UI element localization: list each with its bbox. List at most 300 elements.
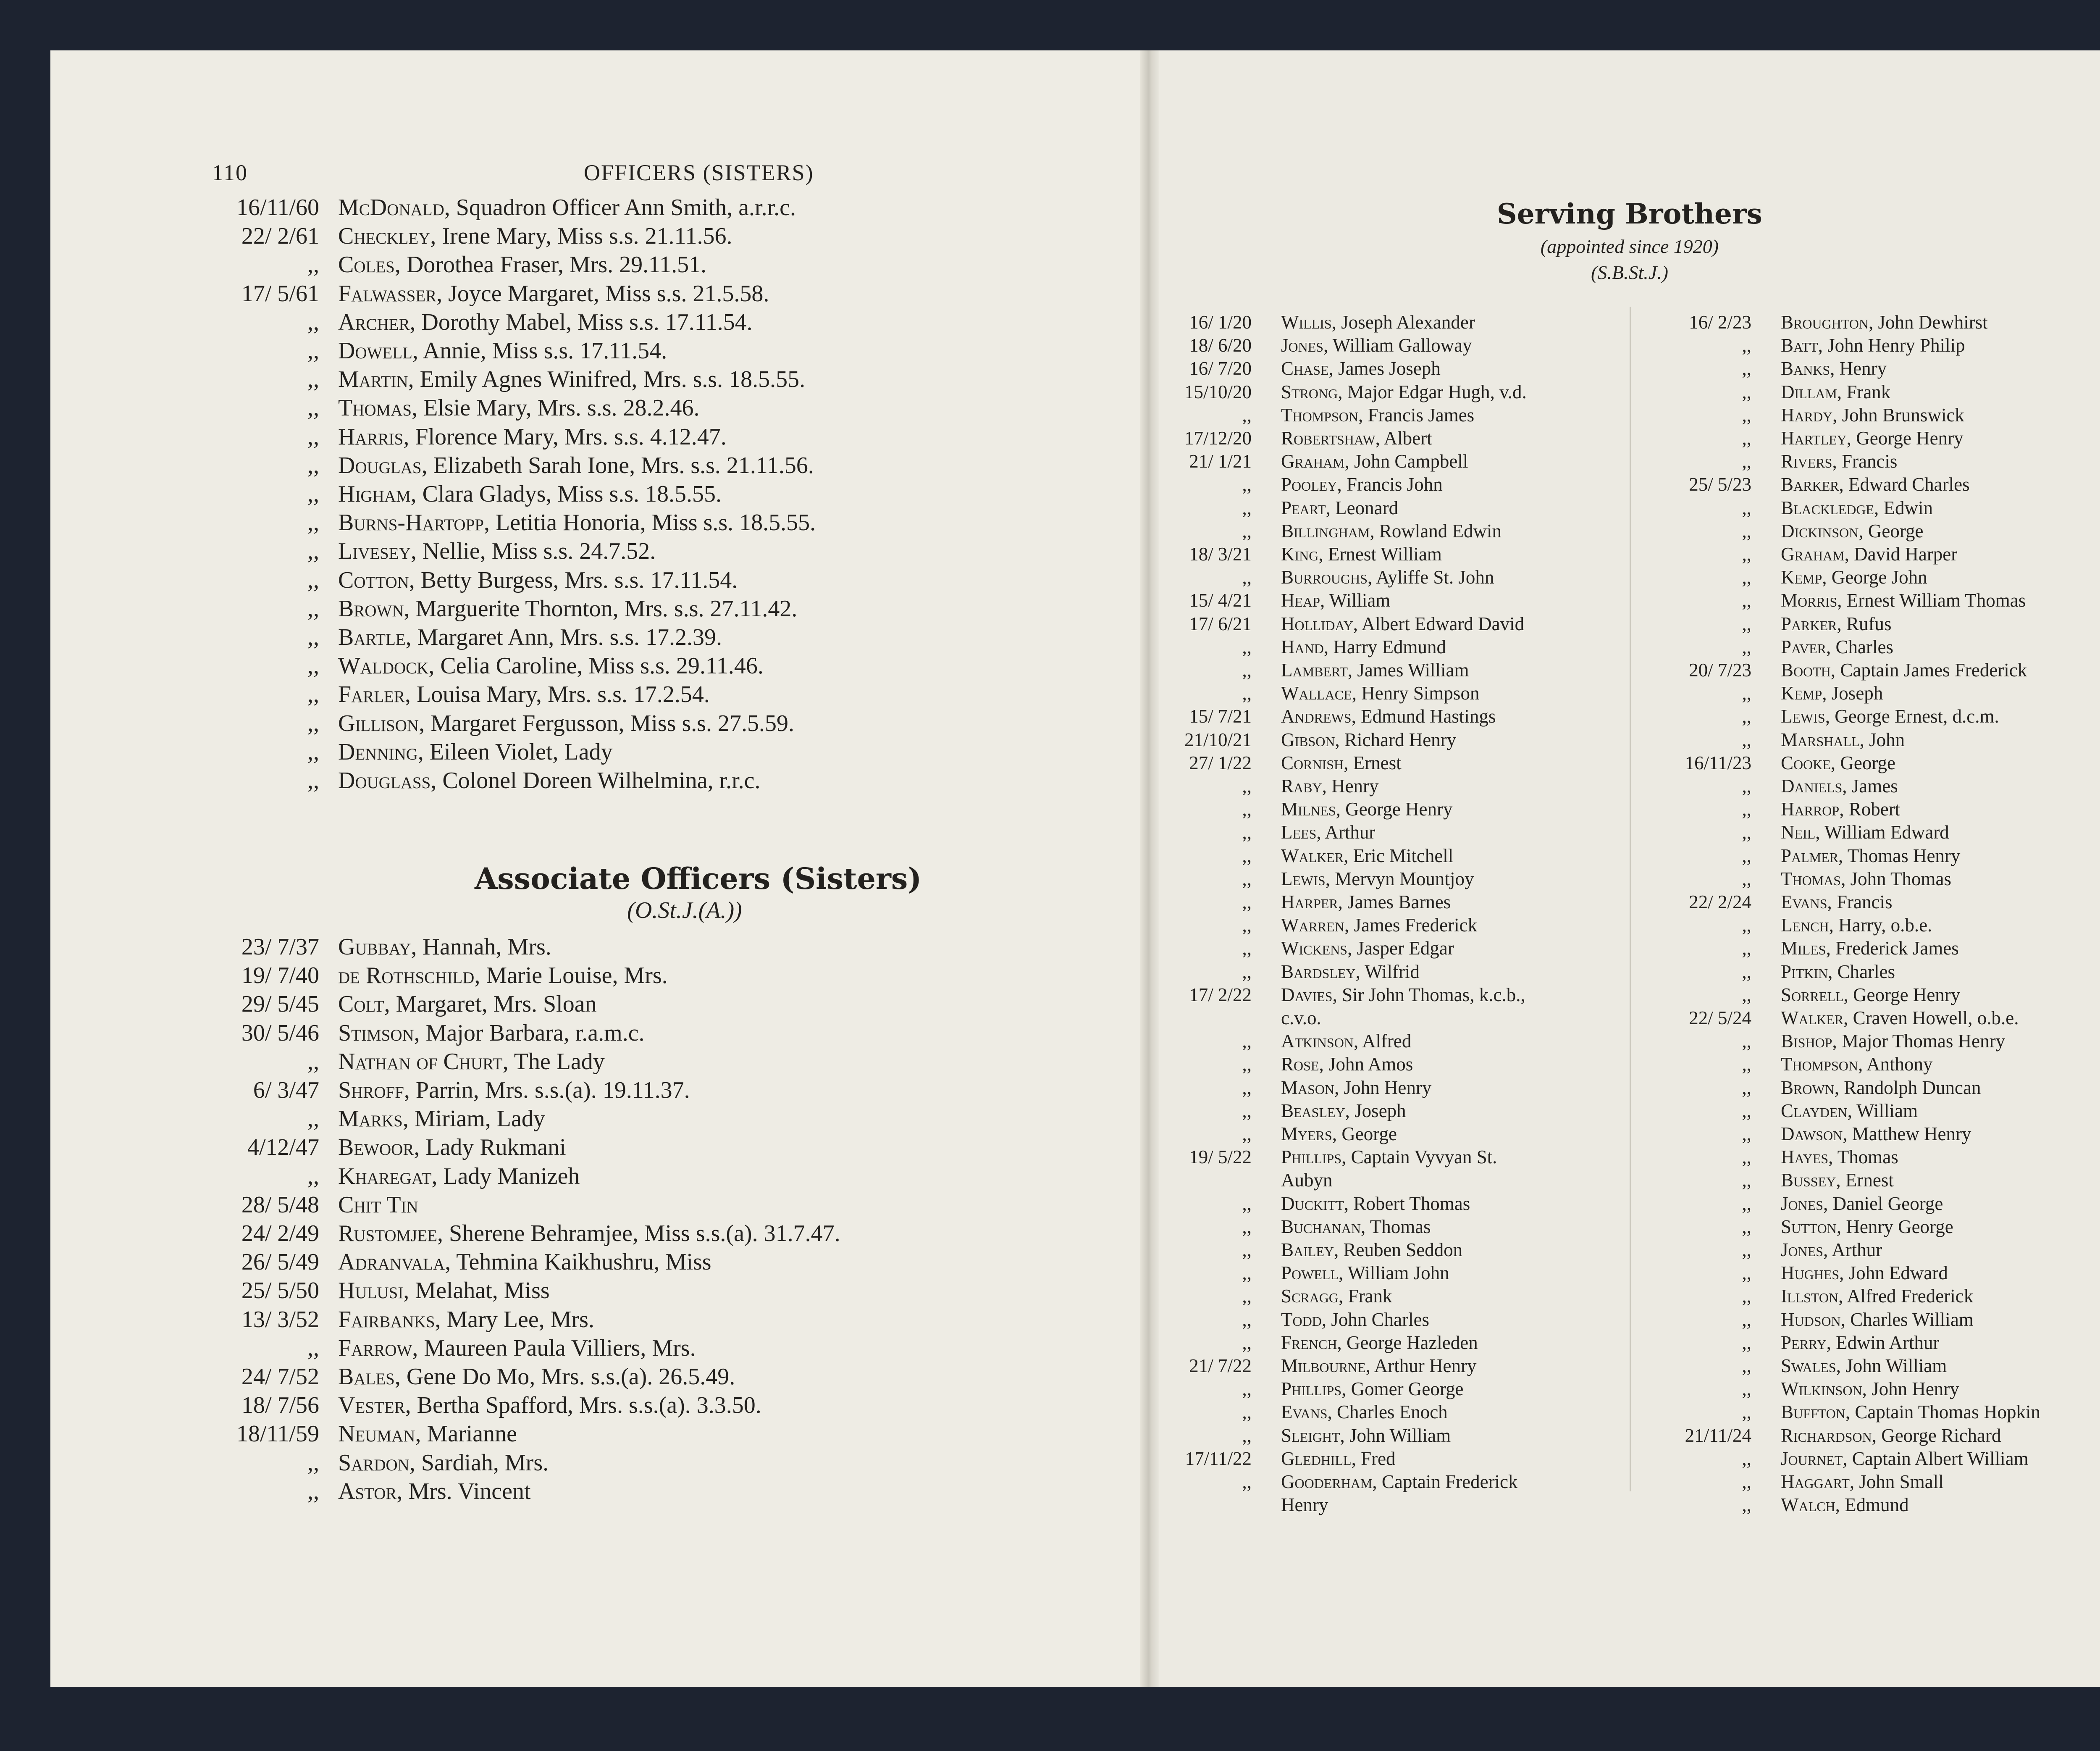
- name-details: , William Galloway: [1323, 335, 1472, 356]
- appointment-date: 21/11/24: [1685, 1425, 1751, 1446]
- surname: French: [1281, 1332, 1337, 1353]
- appointment-date: ,,: [1742, 1100, 1751, 1121]
- surname: McDonald: [338, 195, 444, 221]
- name-details: , Joyce Margaret, Miss s.s. 21.5.58.: [436, 280, 769, 307]
- member-name: [338, 1219, 840, 1248]
- member-name: [338, 709, 794, 738]
- member-name: [1281, 728, 1456, 752]
- name-details: , Randolph Duncan: [1834, 1077, 1981, 1098]
- surname: Heap: [1281, 590, 1320, 611]
- name-details: , Ernest: [1344, 752, 1402, 773]
- associate-officers-heading: Associate Officers (Sisters): [475, 861, 922, 896]
- surname: Mason: [1281, 1077, 1335, 1098]
- appointment-date: 13/ 3/52: [241, 1306, 319, 1333]
- appointment-date: 17/11/22: [1185, 1448, 1252, 1469]
- name-details: , George John: [1822, 567, 1927, 588]
- name-details: , Jasper Edgar: [1347, 938, 1454, 959]
- name-details: , Margaret Fergusson, Miss s.s. 27.5.59.: [419, 710, 795, 736]
- name-details: , George: [1830, 752, 1896, 773]
- member-name: [1781, 821, 1949, 844]
- name-details: , Thomas: [1828, 1146, 1898, 1168]
- column-divider: [1630, 307, 1631, 1491]
- name-details: , Albert: [1375, 428, 1432, 449]
- surname: Milnes: [1281, 799, 1336, 820]
- name-details: , Albert Edward David: [1353, 613, 1525, 634]
- name-details: , Alfred Frederick: [1838, 1286, 1974, 1307]
- surname: Bussey: [1781, 1170, 1836, 1191]
- surname: Phillips: [1281, 1146, 1342, 1168]
- member-name: [338, 1162, 580, 1191]
- name-details: , Eileen Violet, Lady: [417, 739, 613, 765]
- appointment-date: ,,: [1742, 1239, 1751, 1260]
- surname: Denning: [338, 739, 418, 765]
- name-details: , Captain Frederick: [1372, 1471, 1518, 1492]
- name-details: , John William: [1836, 1355, 1947, 1376]
- name-details: , Captain Vyvyan St.: [1341, 1146, 1497, 1168]
- surname: Sutton: [1781, 1216, 1837, 1237]
- surname: Burns-Hartopp: [338, 510, 484, 536]
- member-name: [1281, 868, 1474, 891]
- surname: Davies: [1281, 984, 1333, 1005]
- name-details: , John Henry Philip: [1818, 335, 1965, 356]
- name-details: , Joseph Alexander: [1331, 312, 1475, 333]
- appointment-date: 16/ 2/23: [1689, 312, 1751, 333]
- member-name: [1781, 868, 1951, 891]
- name-details: , Parrin, Mrs. s.s.(a). 19.11.37.: [404, 1077, 690, 1103]
- member-name: [1781, 752, 1895, 775]
- appointment-date: 6/ 3/47: [253, 1077, 319, 1103]
- member-name: [1281, 1262, 1449, 1285]
- member-name: [1781, 844, 1960, 868]
- member-name: [1781, 1308, 1974, 1331]
- surname: Perry: [1781, 1332, 1827, 1353]
- member-name: [1281, 450, 1468, 473]
- member-name: [1281, 798, 1453, 821]
- member-name: [1781, 1470, 1944, 1493]
- member-name: [338, 738, 613, 766]
- appointment-date: 22/ 5/24: [1689, 1007, 1751, 1028]
- name-details: , Bertha Spafford, Mrs. s.s.(a). 3.3.50.: [405, 1392, 761, 1419]
- appointment-date: ,,: [1742, 1448, 1751, 1469]
- appointment-date: 27/ 1/22: [1189, 752, 1252, 773]
- appointment-date: ,,: [1742, 590, 1751, 611]
- name-details: , Arthur Henry: [1365, 1355, 1477, 1376]
- surname: Thompson: [1281, 404, 1358, 426]
- appointment-date: ,,: [1742, 1378, 1751, 1400]
- member-name: [1781, 1099, 1918, 1123]
- appointment-date: ,,: [1742, 706, 1751, 727]
- name-details: , Gene Do Mo, Mrs. s.s.(a). 26.5.49.: [394, 1364, 735, 1390]
- member-name: [1781, 705, 1999, 728]
- surname: Dickinson: [1781, 520, 1859, 542]
- member-name: [338, 961, 668, 990]
- member-name: [1781, 1007, 2019, 1030]
- name-details: , Clara Gladys, Miss s.s. 18.5.55.: [410, 481, 722, 507]
- member-name: [338, 652, 764, 680]
- surname: Lench: [1781, 915, 1829, 936]
- member-name: [1281, 311, 1475, 334]
- surname: Atkinson: [1281, 1031, 1354, 1052]
- appointment-date: ,,: [1742, 822, 1751, 843]
- name-details: , Thomas: [1361, 1216, 1431, 1237]
- name-details: , John Charles: [1321, 1309, 1430, 1330]
- appointment-date: 18/ 7/56: [241, 1392, 319, 1419]
- name-details: , Francis John: [1337, 474, 1443, 495]
- appointment-date: ,,: [1242, 1239, 1252, 1260]
- member-name: [1281, 1424, 1451, 1447]
- member-name: [1281, 1169, 1333, 1192]
- name-details: , James: [1842, 776, 1898, 797]
- appointment-date: ,,: [1242, 1286, 1252, 1307]
- member-name: [338, 222, 732, 250]
- name-details: , John Henry: [1862, 1378, 1959, 1400]
- appointment-date: 28/ 5/48: [241, 1191, 319, 1218]
- appointment-date: ,,: [1742, 335, 1751, 356]
- appointment-date: 15/ 7/21: [1189, 706, 1252, 727]
- name-details: , Lady Manizeh: [431, 1163, 580, 1189]
- member-name: [1781, 1401, 2040, 1424]
- name-details: , Florence Mary, Mrs. s.s. 4.12.47.: [403, 423, 727, 450]
- surname: Beasley: [1281, 1100, 1345, 1121]
- appointment-date: ,,: [307, 567, 319, 593]
- member-name: [338, 308, 753, 337]
- appointment-date: ,,: [1242, 520, 1252, 542]
- member-name: [1781, 404, 1964, 427]
- appointment-date: ,,: [1742, 799, 1751, 820]
- member-name: [1781, 473, 1970, 496]
- surname: Lees: [1281, 822, 1317, 843]
- surname: Warren: [1281, 915, 1344, 936]
- name-details: , Richard Henry: [1335, 729, 1457, 750]
- surname: Douglas: [338, 452, 422, 479]
- appointment-date: ,,: [1742, 451, 1751, 472]
- appointment-date: ,,: [1242, 1123, 1252, 1144]
- member-name: [1781, 659, 2027, 682]
- appointment-date: ,,: [1242, 497, 1252, 518]
- appointment-date: ,,: [1242, 1378, 1252, 1400]
- surname: Peart: [1281, 497, 1326, 518]
- name-details: , Miriam, Lady: [402, 1106, 545, 1132]
- member-name: [1281, 381, 1527, 404]
- member-name: [338, 480, 722, 508]
- surname: Wilkinson: [1781, 1378, 1862, 1400]
- surname: Adranvala: [338, 1249, 445, 1275]
- appointment-date: ,,: [1742, 1216, 1751, 1237]
- member-name: [338, 1305, 594, 1334]
- appointment-date: ,,: [1242, 845, 1252, 866]
- name-details: , Margaret Ann, Mrs. s.s. 17.2.39.: [405, 624, 722, 650]
- surname: Burroughs: [1281, 567, 1368, 588]
- member-name: [338, 1276, 550, 1305]
- appointment-date: ,,: [1242, 1401, 1252, 1423]
- surname: Lambert: [1281, 660, 1348, 681]
- surname: Bishop: [1781, 1031, 1832, 1052]
- name-details: , George: [1332, 1123, 1397, 1144]
- member-name: [338, 279, 769, 308]
- surname: Shroff: [338, 1077, 404, 1103]
- name-details: , Hannah, Mrs.: [411, 934, 551, 960]
- appointment-date: 17/ 6/21: [1189, 613, 1252, 634]
- name-details: , Robert: [1839, 799, 1900, 820]
- surname: Farrow: [338, 1335, 412, 1361]
- name-details: , Annie, Miss s.s. 17.11.54.: [412, 338, 667, 364]
- name-details: , Frank: [1837, 381, 1891, 402]
- name-details: , Rowland Edwin: [1370, 520, 1502, 542]
- surname: Pitkin: [1781, 961, 1828, 982]
- member-name: [338, 566, 738, 594]
- surname: Myers: [1281, 1123, 1332, 1144]
- appointment-date: 17/ 5/61: [241, 280, 319, 307]
- appointment-date: ,,: [307, 653, 319, 679]
- name-details: , Charles: [1828, 961, 1895, 982]
- appointment-date: ,,: [307, 309, 319, 335]
- appointment-date: ,,: [1742, 1355, 1751, 1376]
- name-details: , Rufus: [1837, 613, 1892, 634]
- page-number: 110: [212, 160, 248, 185]
- surname: Bewoor: [338, 1134, 414, 1161]
- appointment-date: ,,: [1742, 938, 1751, 959]
- appointment-date: ,,: [1742, 636, 1751, 657]
- member-name: [1281, 520, 1502, 543]
- name-details: , Edmund Hastings: [1351, 706, 1496, 727]
- appointment-date: ,,: [307, 595, 319, 622]
- name-details: , Ernest William: [1318, 544, 1442, 565]
- name-details: , Tehmina Kaikhushru, Miss: [445, 1249, 711, 1275]
- surname: Hulusi: [338, 1278, 404, 1304]
- name-details: , John Henry: [1334, 1077, 1432, 1098]
- surname: Hardy: [1781, 404, 1833, 426]
- surname: Harris: [338, 423, 404, 450]
- surname: Sorrell: [1781, 984, 1844, 1005]
- surname: Milbourne: [1281, 1355, 1366, 1376]
- name-details: , John Edward: [1839, 1262, 1948, 1284]
- name-details: , Sherene Behramjee, Miss s.s.(a). 31.7.47.: [437, 1220, 840, 1246]
- member-name: [338, 1248, 711, 1276]
- surname: Chase: [1281, 358, 1329, 379]
- member-name: [1781, 1030, 2005, 1053]
- appointment-date: ,,: [1742, 567, 1751, 588]
- appointment-date: 17/12/20: [1184, 428, 1252, 449]
- member-name: [1281, 752, 1402, 775]
- surname: Gooderham: [1281, 1471, 1373, 1492]
- member-name: [1281, 1030, 1411, 1053]
- surname: Clayden: [1781, 1100, 1848, 1121]
- surname: Willis: [1281, 312, 1332, 333]
- surname: Martin: [338, 366, 408, 393]
- member-name: [1781, 1262, 1948, 1285]
- surname: Stimson: [338, 1020, 414, 1046]
- appointment-date: ,,: [1742, 915, 1751, 936]
- name-details: , William Edward: [1815, 822, 1949, 843]
- name-details: , George: [1858, 520, 1924, 542]
- appointment-date: ,,: [307, 739, 319, 765]
- surname: Graham: [1781, 544, 1845, 565]
- appointment-date: ,,: [1242, 1262, 1252, 1284]
- appointment-date: ,,: [307, 423, 319, 450]
- appointment-date: ,,: [1242, 1216, 1252, 1237]
- appointment-date: ,,: [1742, 683, 1751, 704]
- appointment-date: ,,: [307, 510, 319, 536]
- member-name: [1281, 659, 1469, 682]
- name-details: , John William: [1340, 1425, 1451, 1446]
- appointment-date: ,,: [307, 338, 319, 364]
- surname: Duckitt: [1281, 1193, 1344, 1214]
- name-details: , Charles William: [1840, 1309, 1974, 1330]
- appointment-date: ,,: [1742, 1193, 1751, 1214]
- name-details: , Margaret, Mrs. Sloan: [384, 991, 597, 1017]
- name-details: , Charles Enoch: [1327, 1401, 1448, 1423]
- surname: Hudson: [1781, 1309, 1841, 1330]
- surname: Rivers: [1781, 451, 1832, 472]
- name-details: , Ernest: [1836, 1170, 1894, 1191]
- appointment-date: ,,: [1242, 1077, 1252, 1098]
- member-name: [1281, 497, 1398, 520]
- appointment-date: ,,: [1242, 1309, 1252, 1330]
- appointment-date: 16/11/60: [236, 195, 319, 221]
- member-name: [1281, 821, 1375, 844]
- surname: Haggart: [1781, 1471, 1850, 1492]
- name-details: , Harry, o.b.e.: [1829, 915, 1932, 936]
- appointment-date: ,,: [1742, 404, 1751, 426]
- name-details: , Major Thomas Henry: [1832, 1031, 2006, 1052]
- member-name: [1281, 613, 1524, 636]
- member-name: [1781, 1378, 1959, 1401]
- name-details: , John Brunswick: [1832, 404, 1964, 426]
- appointment-date: ,,: [307, 1163, 319, 1189]
- appointment-date: ,,: [1242, 1425, 1252, 1446]
- appointment-date: 18/11/59: [236, 1421, 319, 1447]
- surname: Billingham: [1281, 520, 1370, 542]
- surname: Bailey: [1281, 1239, 1334, 1260]
- appointment-date: ,,: [1742, 1262, 1751, 1284]
- member-name: [338, 1019, 645, 1047]
- name-details: , Celia Caroline, Miss s.s. 29.11.46.: [428, 653, 764, 679]
- appointment-date: ,,: [307, 681, 319, 708]
- member-name: [1281, 914, 1477, 937]
- appointment-date: 15/ 4/21: [1189, 590, 1252, 611]
- member-name: [1781, 914, 1932, 937]
- name-details: , Edward Charles: [1839, 474, 1970, 495]
- member-name: [1281, 427, 1432, 450]
- name-details: , Henry: [1830, 358, 1887, 379]
- surname: Paver: [1781, 636, 1827, 657]
- appointment-date: 17/ 2/22: [1189, 984, 1252, 1005]
- appointment-date: 19/ 7/40: [241, 962, 319, 989]
- name-details: c.v.o.: [1281, 1007, 1321, 1028]
- appointment-date: 15/10/20: [1184, 381, 1252, 402]
- member-name: [1281, 1123, 1397, 1146]
- name-details: , Elsie Mary, Mrs. s.s. 28.2.46.: [412, 395, 700, 421]
- appointment-date: ,,: [1242, 1471, 1252, 1492]
- name-details: , Craven Howell, o.b.e.: [1843, 1007, 2019, 1028]
- name-details: , Major Barbara, r.a.m.c.: [414, 1020, 645, 1046]
- surname: Harrop: [1781, 799, 1840, 820]
- appointment-date: ,,: [1742, 1309, 1751, 1330]
- appointment-date: ,,: [1242, 799, 1252, 820]
- appointment-date: ,,: [307, 252, 319, 278]
- name-details: , Maureen Paula Villiers, Mrs.: [412, 1335, 696, 1361]
- surname: Illston: [1781, 1286, 1839, 1307]
- appointment-date: ,,: [307, 1106, 319, 1132]
- surname: Cotton: [338, 567, 409, 593]
- member-name: [1781, 728, 1905, 752]
- member-name: [1781, 1146, 1898, 1169]
- name-details: , Marie Louise, Mrs.: [474, 962, 668, 989]
- surname: Phillips: [1281, 1378, 1342, 1400]
- name-details: , John Dewhirst: [1868, 312, 1988, 333]
- surname: Waldock: [338, 653, 429, 679]
- appointment-date: ,,: [1242, 1193, 1252, 1214]
- name-details: , Frank: [1339, 1286, 1392, 1307]
- name-details: , Daniel George: [1823, 1193, 1943, 1214]
- name-details: , John Thomas: [1841, 868, 1952, 889]
- member-name: [1781, 334, 1965, 357]
- appointment-date: ,,: [1742, 1471, 1751, 1492]
- appointment-date: 21/ 7/22: [1189, 1355, 1252, 1376]
- member-name: [1781, 427, 1964, 450]
- member-name: [338, 1391, 761, 1420]
- member-name: [1281, 891, 1451, 914]
- name-details: , James Joseph: [1328, 358, 1441, 379]
- surname: Fairbanks: [338, 1306, 435, 1333]
- name-details: , Mrs. Vincent: [396, 1478, 531, 1504]
- surname: Falwasser: [338, 280, 437, 307]
- member-name: [338, 508, 816, 537]
- member-name: [338, 1334, 696, 1362]
- member-name: [1281, 1146, 1497, 1169]
- surname: Buffton: [1781, 1401, 1845, 1423]
- surname: Sardon: [338, 1449, 410, 1476]
- surname: Thomas: [338, 395, 412, 421]
- appointment-date: ,,: [1742, 1054, 1751, 1075]
- surname: Holliday: [1281, 613, 1353, 634]
- member-name: [1281, 1053, 1413, 1076]
- surname: Farler: [338, 681, 405, 708]
- surname: Rose: [1281, 1054, 1319, 1075]
- surname: King: [1281, 544, 1319, 565]
- surname: Powell: [1281, 1262, 1339, 1284]
- name-details: , Mervyn Mountjoy: [1325, 868, 1474, 889]
- member-name: [1281, 1447, 1396, 1470]
- member-name: [1781, 311, 1988, 334]
- member-name: [1781, 682, 1883, 705]
- associate-officers-subheading: (O.St.J.(A.)): [627, 897, 742, 923]
- member-name: [338, 1477, 531, 1506]
- surname: Strong: [1281, 381, 1338, 402]
- appointment-date: ,,: [1742, 1146, 1751, 1168]
- member-name: [338, 933, 551, 961]
- surname: Palmer: [1781, 845, 1839, 866]
- member-name: [1281, 1285, 1392, 1308]
- surname: Lewis: [1781, 706, 1825, 727]
- member-name: [338, 250, 706, 279]
- name-details: , Elizabeth Sarah Ione, Mrs. s.s. 21.11.56.: [421, 452, 814, 479]
- member-name: [1281, 1238, 1462, 1262]
- name-details: , Nellie, Miss s.s. 24.7.52.: [410, 538, 656, 565]
- surname: Gubbay: [338, 934, 411, 960]
- surname: Parker: [1781, 613, 1837, 634]
- member-name: [1781, 1493, 1909, 1517]
- member-name: [338, 1449, 549, 1477]
- surname: Journet: [1781, 1448, 1843, 1469]
- surname: de Rothschild: [338, 962, 475, 989]
- member-name: [338, 537, 656, 565]
- name-details: , Wilfrid: [1355, 961, 1420, 982]
- surname: Bardsley: [1281, 961, 1356, 982]
- surname: Pooley: [1281, 474, 1337, 495]
- member-name: [338, 337, 667, 365]
- appointment-date: ,,: [1242, 636, 1252, 657]
